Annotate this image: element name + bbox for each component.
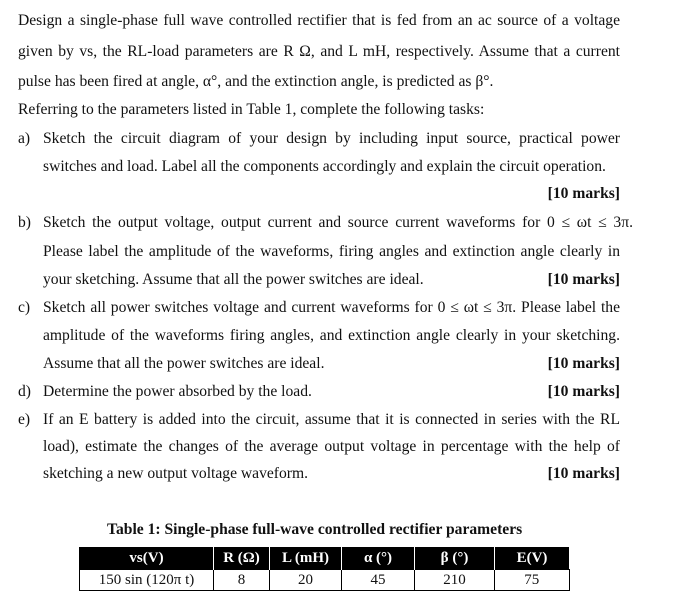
- table-row: [80, 570, 570, 591]
- task-b-marks: [10 marks]: [547, 271, 620, 288]
- task-c-line-2: amplitude of the waveforms firing angles, and extinction angle clearly in your sketching.: [43, 327, 620, 344]
- task-c-marks: [10 marks]: [547, 355, 620, 372]
- task-e-line-2: load), estimate the changes of the average output voltage in percentage with the help of: [43, 438, 620, 455]
- intro-line-2: given by vs, the RL-load parameters are R Ω, and L mH, respectively. Assume that a current: [18, 43, 620, 60]
- task-c-label: c): [18, 299, 31, 316]
- header-r: R (Ω): [214, 547, 270, 570]
- cell-e: 75: [495, 570, 570, 591]
- intro-line-3: pulse has been fired at angle, α°, and the extinction angle, is predicted as β°.: [18, 73, 494, 90]
- task-e-line-3: sketching a new output voltage waveform.: [43, 465, 309, 482]
- table-header-row: [80, 547, 570, 570]
- intro-line-1: Design a single-phase full wave controlled rectifier that is fed from an ac source of a voltage: [18, 12, 620, 29]
- task-d-marks: [10 marks]: [547, 383, 620, 400]
- task-c-line-3: Assume that all the power switches are ideal.: [43, 355, 325, 372]
- header-l: L (mH): [270, 547, 342, 570]
- task-d-line-1: Determine the power absorbed by the load.: [43, 383, 312, 400]
- cell-l: 20: [270, 570, 342, 591]
- intro-line-4: Referring to the parameters listed in Table 1, complete the following tasks:: [18, 101, 485, 118]
- cell-beta: 210: [415, 570, 495, 591]
- task-a-marks: [10 marks]: [547, 185, 620, 202]
- parameters-table: [79, 547, 570, 591]
- cell-alpha: 45: [342, 570, 415, 591]
- task-a-label: a): [18, 130, 31, 147]
- task-e-label: e): [18, 411, 31, 428]
- cell-vs: 150 sin (120π t): [80, 570, 214, 591]
- task-a-line-2: switches and load. Label all the components accordingly and explain the circuit operation.: [43, 158, 606, 175]
- task-a-line-1: Sketch the circuit diagram of your design by including input source, practical power: [43, 130, 620, 147]
- task-e-marks: [10 marks]: [547, 465, 620, 482]
- header-e: E(V): [495, 547, 570, 570]
- table-caption: Table 1: Single-phase full-wave controlled rectifier parameters: [107, 521, 523, 538]
- task-e-line-1: If an E battery is added into the circuit, assume that it is connected in series with the RL: [43, 411, 620, 428]
- header-beta: β (°): [415, 547, 495, 570]
- task-b-line-1: Sketch the output voltage, output current and source current waveforms for 0 ≤ ωt ≤ 3π.: [43, 214, 633, 231]
- task-b-line-3: your sketching. Assume that all the power switches are ideal.: [43, 271, 424, 288]
- header-vs: vs(V): [80, 547, 214, 570]
- task-b-line-2: Please label the amplitude of the waveforms, firing angles and extinction angle clearly in: [43, 243, 620, 260]
- task-d-label: d): [18, 383, 31, 400]
- cell-r: 8: [214, 570, 270, 591]
- task-b-label: b): [18, 214, 31, 231]
- header-alpha: α (°): [342, 547, 415, 570]
- task-c-line-1: Sketch all power switches voltage and current waveforms for 0 ≤ ωt ≤ 3π. Please label the: [43, 299, 620, 316]
